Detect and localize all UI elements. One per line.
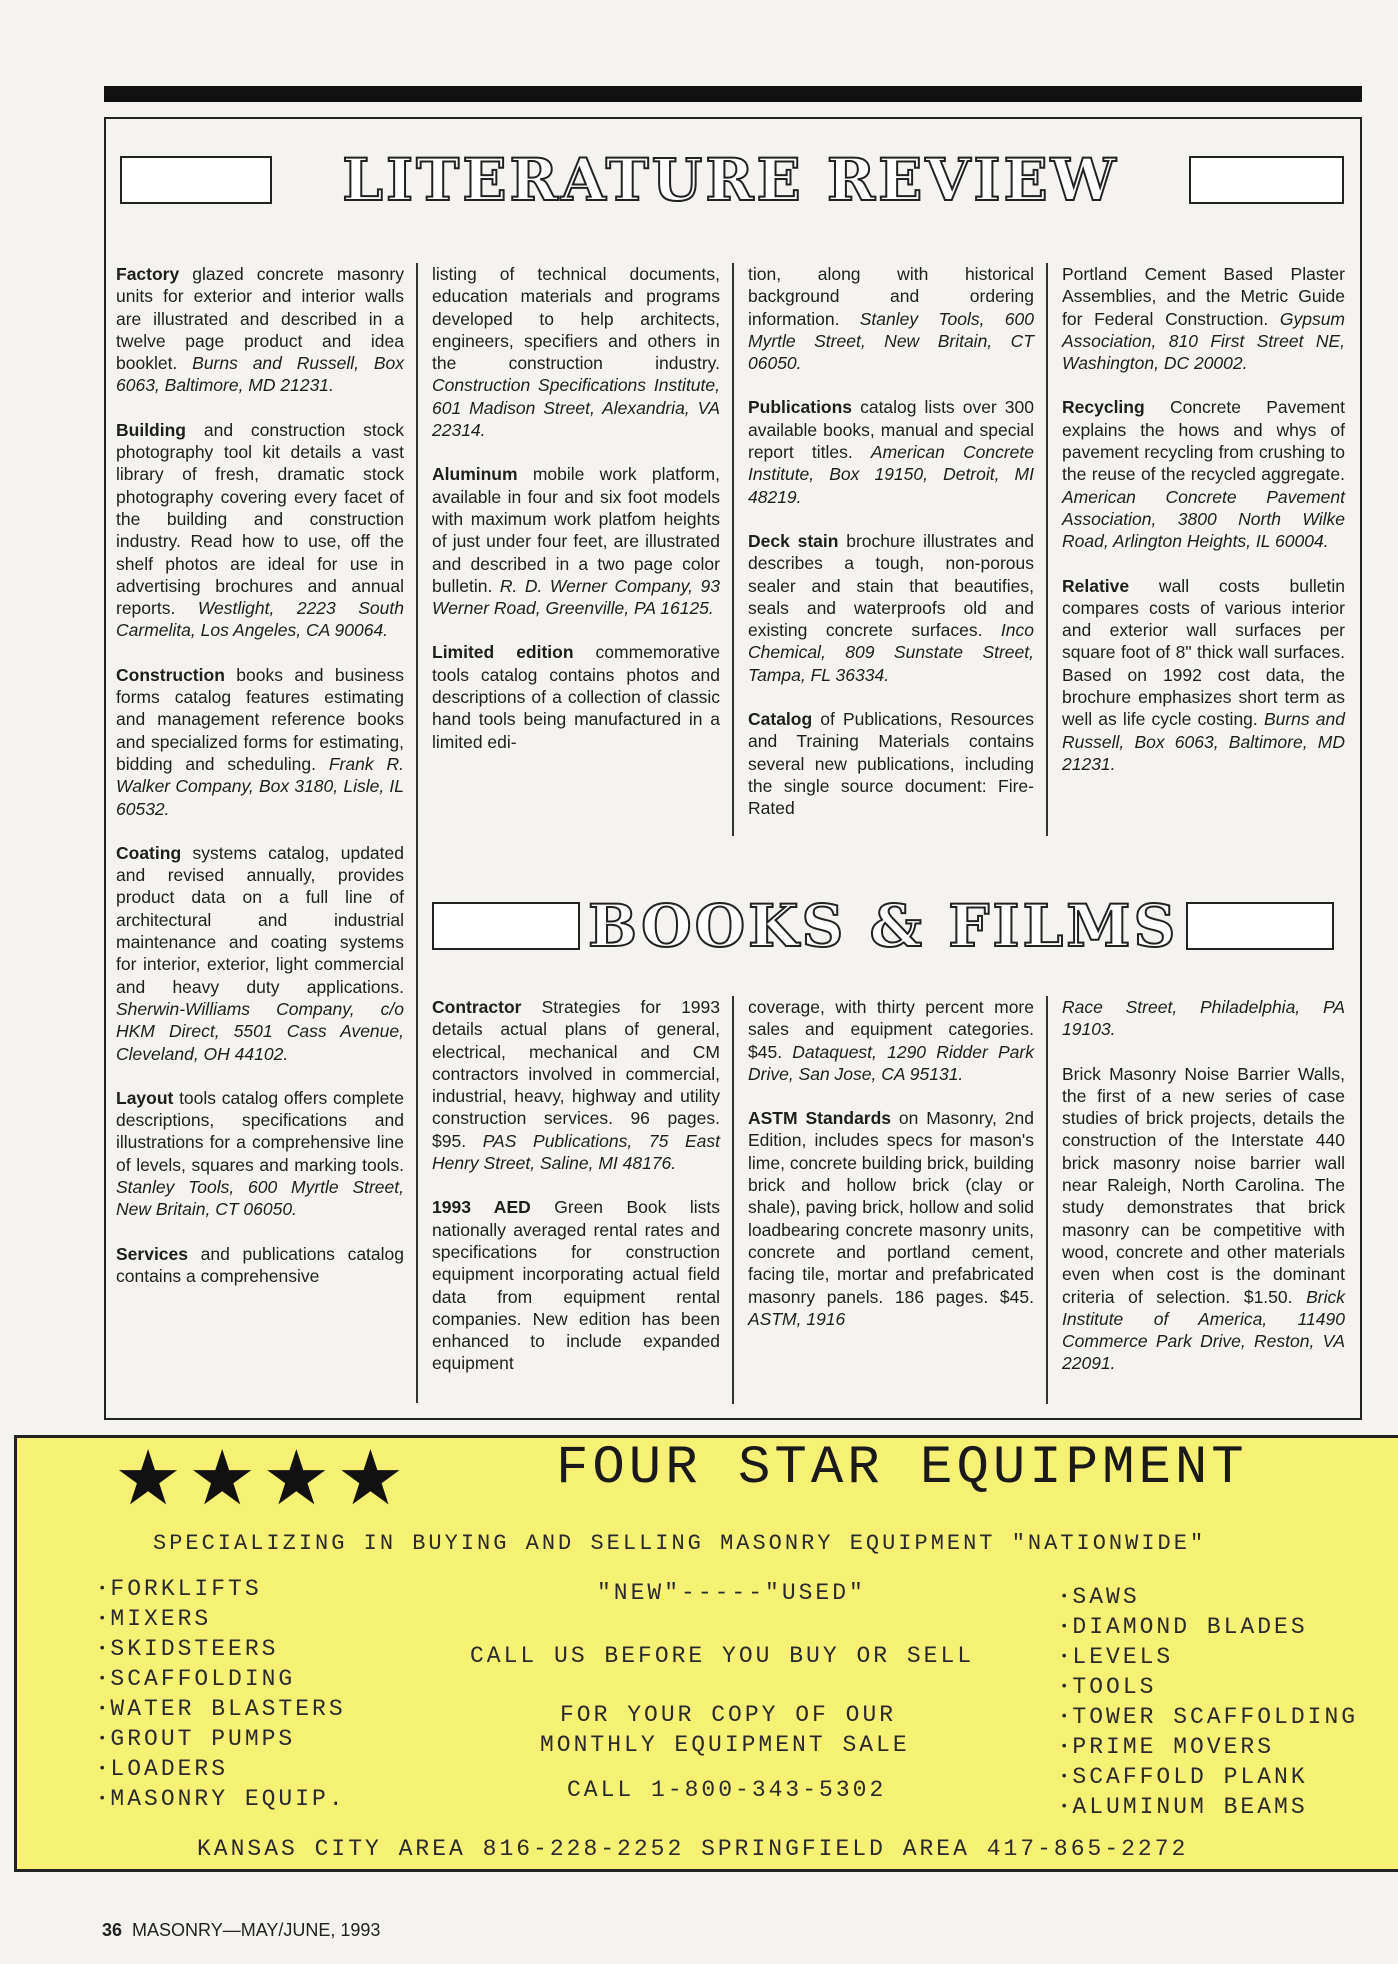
page-footer [102, 1920, 380, 1941]
article-paragraph [116, 1087, 404, 1221]
article-paragraph [432, 996, 720, 1174]
ad-right-list [1060, 1582, 1358, 1822]
paragraph-address: Frank R. Walker Company, Box 3180, Lisle, IL 60532. [116, 753, 404, 819]
paragraph-lead: Building [116, 419, 186, 440]
paragraph-address: Stanley Tools, 600 Myrtle Street, New Britain, CT 06050. [748, 308, 1034, 374]
paragraph-lead: Catalog [748, 709, 813, 730]
paragraph-body: Concrete Pavement explains the hows and whys of pavement recycling from crushing to the reuse of the recycled aggregate. [1062, 397, 1345, 485]
paragraph-address: Burns and Russell, Box 6063, Baltimore, MD 21231. [116, 353, 404, 396]
lit-column-1 [116, 263, 404, 1309]
paragraph-address: Race Street, Philadelphia, PA 19103. [1062, 997, 1345, 1040]
paragraph-lead: Construction [116, 664, 225, 685]
books-column-3 [748, 996, 1034, 1352]
article-paragraph [748, 396, 1034, 507]
paragraph-body: Brick Masonry Noise Barrier Walls, the first of a new series of case studies of brick projects, details the construction of the Interstate 440 brick masonry noise barrier wall near Raleigh, North Carolina. The study demonstrates that brick masonry can be competitive with wood, concrete and other materials even when cost is the dominant criteria of selection. $1.50. [1062, 1063, 1345, 1307]
article-paragraph [748, 708, 1034, 819]
article-paragraph [116, 664, 404, 820]
books-column-2 [432, 996, 720, 1397]
paragraph-lead: Recycling [1062, 397, 1145, 418]
column-divider [732, 263, 734, 836]
paragraph-body: books and business forms catalog features estimating and management reference books and specialized forms for estimating, bidding and scheduling. [116, 664, 404, 774]
paragraph-address: Sherwin-Williams Company, c/o HKM Direct, 5501 Cass Avenue, Cleveland, OH 44102. [116, 998, 404, 1064]
magazine-issue: MASONRY—MAY/JUNE, 1993 [132, 1920, 381, 1940]
paragraph-body: tools catalog offers complete descriptions, specifications and illustrations for a comprehensive line of levels, squares and marking tools. [116, 1087, 404, 1175]
paragraph-lead: Coating [116, 842, 182, 863]
paragraph-lead: Publications [748, 397, 853, 418]
article-paragraph [1062, 263, 1345, 374]
paragraph-address: Gypsum Association, 810 First Street NE, Washington, DC 20002. [1062, 308, 1345, 374]
lit-column-3 [748, 263, 1034, 842]
article-paragraph [748, 530, 1034, 686]
paragraph-lead: ASTM Standards [748, 1108, 892, 1129]
paragraph-lead: Services [116, 1243, 189, 1264]
paragraph-body: Strategies for 1993 details actual plans of general, electrical, mechanical and CM contractors involved in commercial, industrial, heavy, highway and utility construction services. 96 pages. $95. [432, 997, 720, 1151]
article-paragraph [116, 1243, 404, 1288]
ad-tagline: SPECIALIZING IN BUYING AND SELLING MASONRY EQUIPMENT "NATIONWIDE" [153, 1531, 1207, 1556]
article-paragraph [116, 419, 404, 642]
paragraph-body: systems catalog, updated and revised annually, provides product data on a full line of architectural and industrial maintenance and coating systems for interior, exterior, light commercial and heavy duty applications. [116, 842, 404, 997]
paragraph-lead: Factory [116, 264, 180, 284]
article-paragraph [432, 463, 720, 619]
lit-column-2 [432, 263, 720, 775]
article-paragraph [748, 263, 1034, 374]
paragraph-address: Inco Chemical, 809 Sunstate Street, Tampa, FL 36334. [748, 620, 1034, 685]
article-paragraph [116, 263, 404, 397]
paragraph-body: wall costs bulletin compares costs of various interior and exterior wall surfaces per square foot of 8" thick wall surfaces. Based on 1992 cost data, the brochure emphasizes short term as well as life cycle costing. [1062, 575, 1345, 730]
top-rule [104, 86, 1362, 102]
books-films-title: BOOKS & FILMS [588, 892, 1179, 960]
column-divider [1046, 996, 1048, 1404]
ad-title: FOUR STAR EQUIPMENT [556, 1438, 1248, 1499]
article-paragraph [1062, 396, 1345, 552]
header-box-left [432, 902, 580, 950]
paragraph-address: Burns and Russell, Box 6063, Baltimore, MD 21231. [1062, 709, 1345, 774]
paragraph-lead: Relative [1062, 575, 1130, 596]
ad-list-item: • WATER BLASTERS [98, 1694, 346, 1724]
paragraph-lead: Layout [116, 1087, 174, 1108]
ad-left-list [98, 1574, 346, 1814]
ad-new-used: "NEW"-----"USED" [597, 1580, 866, 1606]
article-paragraph [748, 996, 1034, 1085]
ad-copy-line-1: FOR YOUR COPY OF OUR [560, 1702, 897, 1728]
paragraph-body: listing of technical documents, education materials and programs developed to help architects, engineers, specifiers and others in the construction industry. [432, 264, 720, 374]
paragraph-address: ASTM, 1916 [748, 1308, 846, 1329]
ad-list-item: • SKIDSTEERS [98, 1634, 346, 1664]
paragraph-body: tion, along with historical background and ordering information. [748, 264, 1034, 329]
ad-list-item: • LOADERS [98, 1754, 346, 1784]
paragraph-body: catalog lists over 300 available books, manual and special report titles. [748, 397, 1034, 463]
column-divider [732, 996, 734, 1404]
paragraph-address: R. D. Werner Company, 93 Werner Road, Greenville, PA 16125. [432, 575, 720, 619]
header-box-left [120, 156, 272, 204]
paragraph-body: on Masonry, 2nd Edition, includes specs for mason's lime, concrete building brick, building brick and hollow brick (clay or shale), paving brick, hollow and solid loadbearing concrete masonry units, concrete and portland cement, facing tile, mortar and prefabricated masonry panels. 186 pages. $45. [748, 1108, 1034, 1307]
books-films-header [432, 892, 1344, 960]
paragraph-body: Green Book lists nationally averaged rental rates and specifications for construction equipment incorporating actual field data from equipment rental companies. New edition has been enhanced to include expanded equipment [432, 1197, 721, 1374]
paragraph-address: Westlight, 2223 South Carmelita, Los Angeles, CA 90064. [116, 598, 404, 641]
article-paragraph [432, 1196, 720, 1374]
paragraph-address: PAS Publications, 75 East Henry Street, Saline, MI 48176. [432, 1130, 720, 1174]
paragraph-body: mobile work platform, available in four and six foot models with maximum work platfom heights of just under four feet, are illustrated and described in a two page color bulletin. [432, 464, 720, 596]
column-divider [1046, 263, 1048, 836]
paragraph-body: of Publications, Resources and Training Materials contains several new publications, including the single source document: Fire-Rated [748, 709, 1034, 819]
column-divider [416, 263, 418, 1403]
paragraph-address: Construction Specifications Institute, 601 Madison Street, Alexandria, VA 22314. [432, 375, 720, 441]
paragraph-address: American Concrete Institute, Box 19150, Detroit, MI 48219. [748, 442, 1034, 507]
header-box-right [1189, 156, 1344, 204]
paragraph-body: coverage, with thirty percent more sales and equipment categories. $45. [748, 997, 1034, 1062]
paragraph-lead: 1993 AED [432, 1197, 531, 1218]
header-box-right [1186, 902, 1334, 950]
paragraph-lead: Aluminum [432, 464, 518, 485]
ad-list-item: • GROUT PUMPS [98, 1724, 346, 1754]
article-paragraph [1062, 575, 1345, 776]
ad-copy-line-2: MONTHLY EQUIPMENT SALE [540, 1732, 910, 1758]
article-paragraph [1062, 996, 1345, 1041]
ad-list-item: • TOWER SCAFFOLDING [1060, 1702, 1358, 1732]
ad-list-item: • TOOLS [1060, 1672, 1358, 1702]
paragraph-lead: Contractor [432, 997, 522, 1017]
ad-bottom-line: KANSAS CITY AREA 816-228-2252 SPRINGFIELD AREA 417-865-2272 [197, 1836, 1189, 1862]
ad-list-item: • SAWS [1060, 1582, 1358, 1612]
paragraph-address: American Concrete Pavement Association, 3800 North Wilke Road, Arlington Heights, IL 60004. [1062, 486, 1345, 552]
literature-review-header [120, 146, 1344, 214]
lit-column-4 [1062, 263, 1345, 797]
paragraph-address: Dataquest, 1290 Ridder Park Drive, San Jose, CA 95131. [748, 1041, 1034, 1084]
ad-list-item: • PRIME MOVERS [1060, 1732, 1358, 1762]
article-paragraph [1062, 1063, 1345, 1375]
paragraph-body: commemorative tools catalog contains photos and descriptions of a collection of classic hand tools being manufactured in a limited edi- [432, 642, 720, 752]
article-paragraph [748, 1107, 1034, 1330]
paragraph-body: glazed concrete masonry units for exterior and interior walls are illustrated and described in a twelve page product and idea booklet. [116, 264, 404, 374]
ad-list-item: • DIAMOND BLADES [1060, 1612, 1358, 1642]
page-number: 36 [102, 1920, 123, 1940]
paragraph-body: and publications catalog contains a comprehensive [116, 1243, 404, 1286]
paragraph-lead: Limited edition [432, 642, 574, 663]
paragraph-address: Brick Institute of America, 11490 Commerce Park Drive, Reston, VA 22091. [1062, 1286, 1345, 1374]
ad-list-item: • LEVELS [1060, 1642, 1358, 1672]
books-column-4 [1062, 996, 1345, 1397]
ad-list-item: • FORKLIFTS [98, 1574, 346, 1604]
ad-list-item: • SCAFFOLD PLANK [1060, 1762, 1358, 1792]
paragraph-body: Portland Cement Based Plaster Assemblies, and the Metric Guide for Federal Construction. [1062, 264, 1345, 329]
ad-phone: CALL 1-800-343-5302 [567, 1777, 887, 1803]
article-paragraph [432, 263, 720, 441]
paragraph-address: Stanley Tools, 600 Myrtle Street, New Britain, CT 06050. [116, 1176, 404, 1220]
article-paragraph [116, 842, 404, 1065]
ad-call-before: CALL US BEFORE YOU BUY OR SELL [470, 1643, 975, 1669]
star-icons: ★★★★ [114, 1433, 411, 1522]
literature-review-title: LITERATURE REVIEW [342, 146, 1119, 214]
paragraph-body: brochure illustrates and describes a tough, non-porous sealer and stain that beautifies, seals and waterproofs old and existing concrete surfaces. [748, 530, 1034, 641]
ad-list-item: • SCAFFOLDING [98, 1664, 346, 1694]
paragraph-lead: Deck stain [748, 530, 839, 551]
ad-list-item: • ALUMINUM BEAMS [1060, 1792, 1358, 1822]
paragraph-body: and construction stock photography tool kit details a vast library of fresh, dramatic stock photography covering every facet of the building and construction industry. Read how to use, off the shelf photos are ideal for use in advertising brochures and annual reports. [116, 419, 404, 619]
ad-list-item: • MIXERS [98, 1604, 346, 1634]
ad-list-item: • MASONRY EQUIP. [98, 1784, 346, 1814]
article-paragraph [432, 641, 720, 752]
